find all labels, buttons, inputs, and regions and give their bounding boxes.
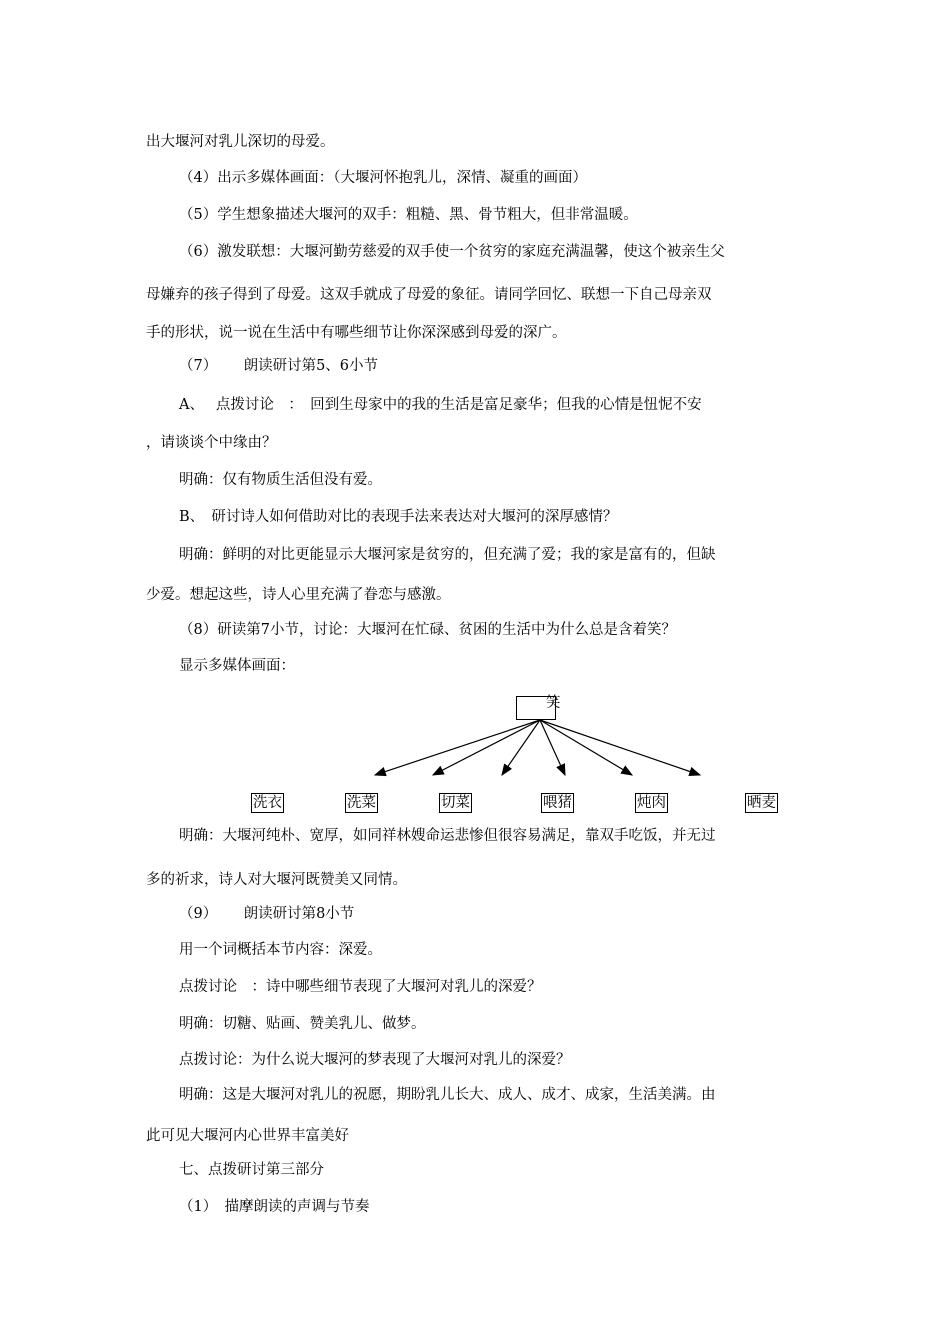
diagram-arrow-3 (502, 720, 540, 775)
text-line-12: 明确：鲜明的对比更能显示大堰河家是贫穷的，但充满了爱；我的家是富有的，但缺 (179, 547, 716, 563)
diagram-child-6: 晒麦 (747, 795, 776, 811)
text-line-4: （6）激发联想：大堰河勤劳慈爱的双手使一个贫穷的家庭充满温馨，使这个被亲生父 (179, 244, 725, 260)
text-line-22: 点拨讨论：为什么说大堰河的梦表现了大堰河对乳儿的深爱？ (179, 1052, 571, 1068)
diagram-arrow-6 (540, 720, 700, 775)
diagram-child-1: 洗衣 (253, 795, 282, 811)
diagram-child-3: 切菜 (441, 795, 470, 811)
text-line-24: 此可见大堰河内心世界丰富美好 (146, 1128, 349, 1144)
text-line-13: 少爱。想起这些，诗人心里充满了眷恋与感激。 (146, 587, 451, 603)
diagram-child-5: 炖肉 (637, 795, 666, 811)
text-line-14: （8）研读第7小节，讨论：大堰河在忙碌、贫困的生活中为什么总是含着笑？ (179, 622, 676, 638)
text-line-5: 母嫌弃的孩子得到了母爱。这双手就成了母爱的象征。请同学回忆、联想一下自己母亲双 (146, 287, 712, 303)
text-line-19: 用一个词概括本节内容：深爱。 (179, 942, 382, 958)
text-line-20: 点拨讨论 ：诗中哪些细节表现了大堰河对乳儿的深爱？ (179, 979, 542, 995)
text-line-26: （1） 描摩朗读的声调与节奏 (179, 1199, 370, 1215)
text-line-25: 七、点拨研讨第三部分 (179, 1162, 324, 1178)
text-line-21: 明确：切糖、贴画、赞美乳儿、做梦。 (179, 1016, 426, 1032)
diagram-child-4: 喂猪 (543, 795, 572, 811)
text-line-23: 明确：这是大堰河对乳儿的祝愿，期盼乳儿长大、成人、成才、成家，生活美满。由 (179, 1087, 716, 1103)
diagram-arrow-1 (375, 720, 540, 775)
diagram-child-2: 洗菜 (347, 795, 376, 811)
text-line-6: 手的形状，说一说在生活中有哪些细节让你深深感到母爱的深广。 (146, 325, 567, 341)
text-line-1: 出大堰河对乳儿深切的母爱。 (146, 134, 335, 150)
text-line-2: （4）出示多媒体画面：（大堰河怀抱乳儿，深情、凝重的画面） (179, 170, 587, 186)
text-line-9: ，请谈谈个中缘由？ (146, 435, 277, 451)
diagram-arrow-2 (433, 720, 540, 775)
text-line-7: （7） 朗读研讨第5、6小节 (179, 358, 379, 374)
text-line-8: A、 点拨讨论 ： 回到生母家中的我的生活是富足豪华；但我的心情是忸怩不安 (179, 397, 702, 413)
text-line-15: 显示多媒体画面： (179, 658, 295, 674)
text-line-10: 明确：仅有物质生活但没有爱。 (179, 472, 382, 488)
diagram-root-label: 笑 (546, 695, 561, 711)
smile-diagram (0, 688, 950, 818)
text-line-18: （9） 朗读研讨第8小节 (179, 906, 355, 922)
diagram-arrow-4 (540, 720, 565, 775)
text-line-17: 多的祈求，诗人对大堰河既赞美又同情。 (146, 872, 407, 888)
text-line-16: 明确：大堰河纯朴、宽厚，如同祥林嫂命运悲惨但很容易满足，靠双手吃饭，并无过 (179, 828, 716, 844)
diagram-arrows (0, 688, 950, 818)
text-line-3: （5）学生想象描述大堰河的双手：粗糙、黑、骨节粗大，但非常温暖。 (179, 207, 638, 223)
text-line-11: B、 研讨诗人如何借助对比的表现手法来表达对大堰河的深厚感情？ (179, 509, 618, 525)
